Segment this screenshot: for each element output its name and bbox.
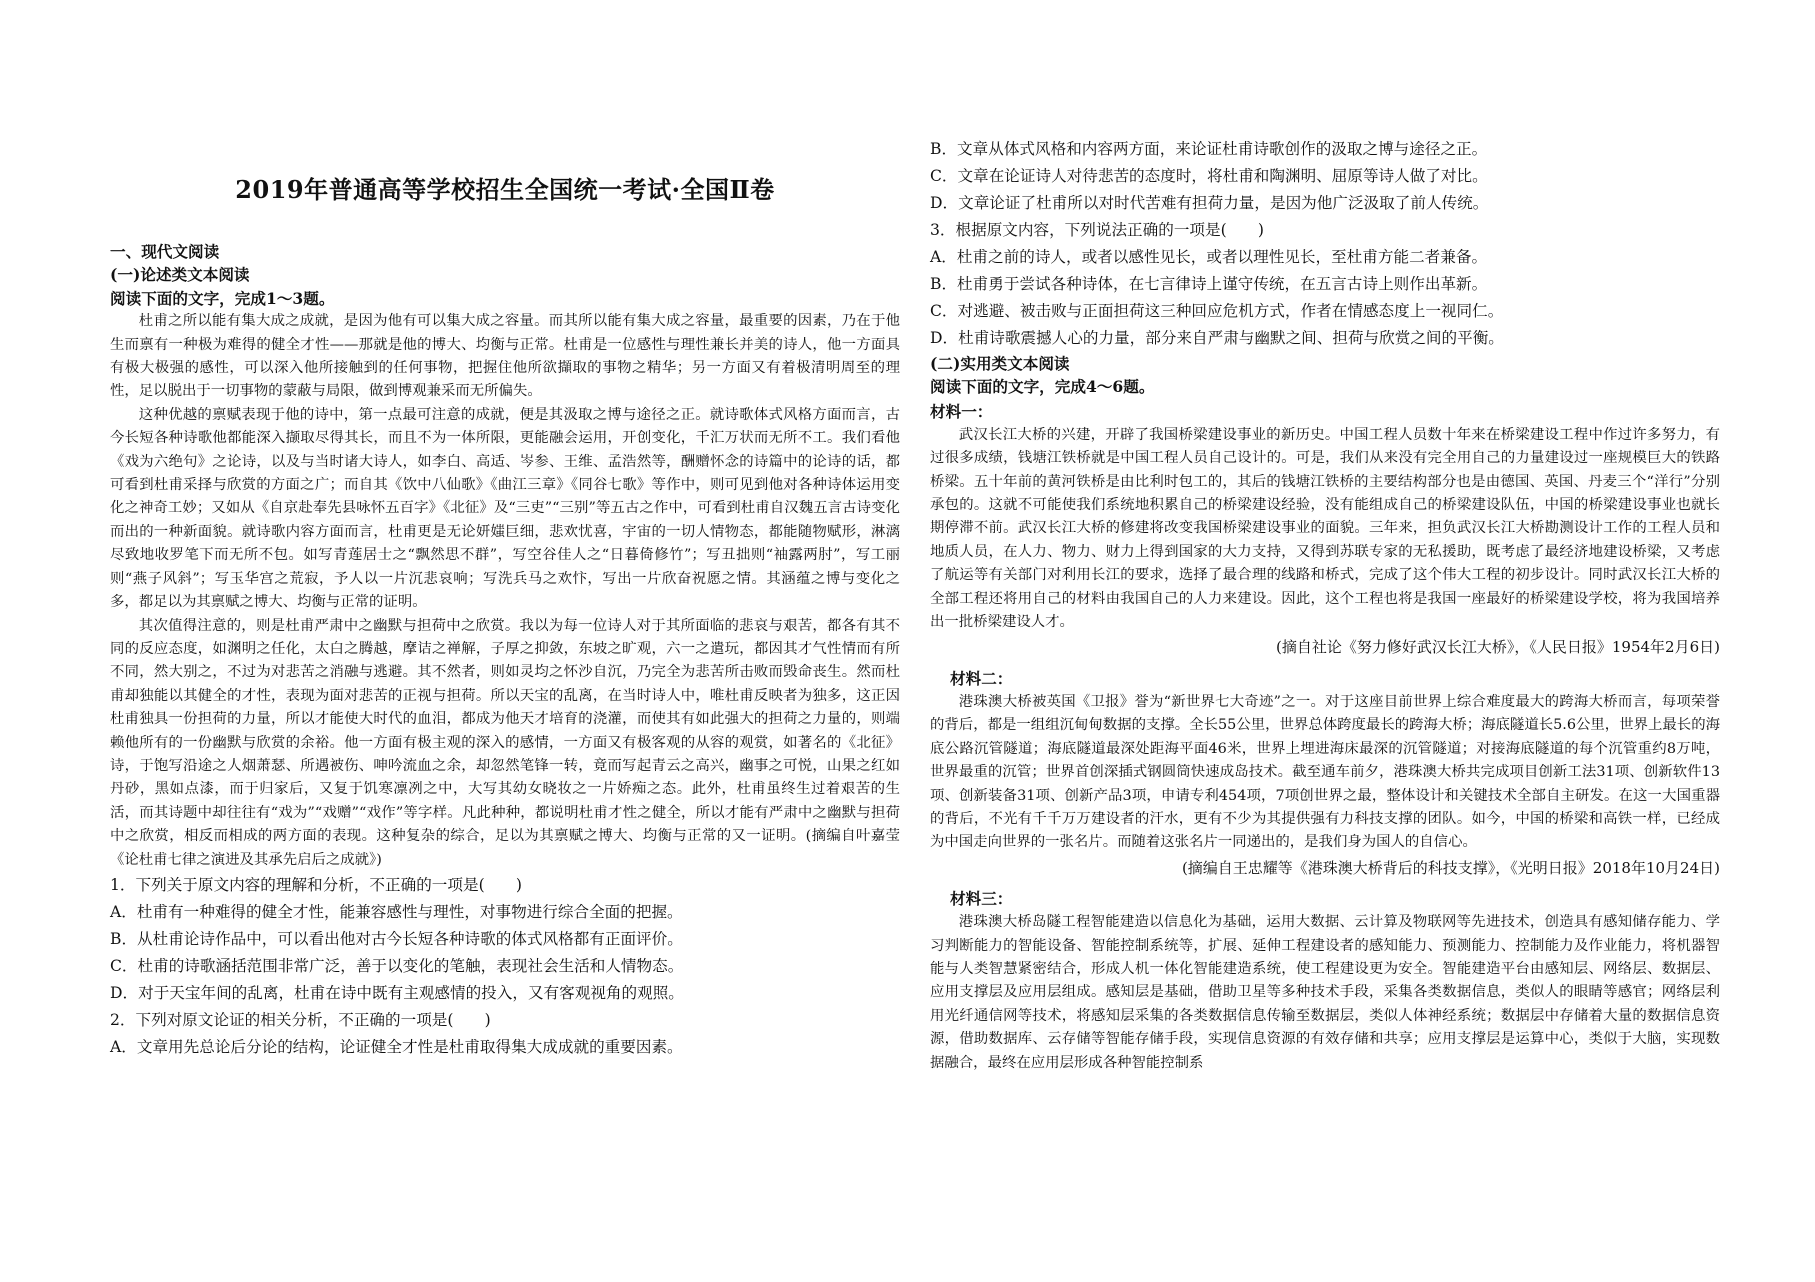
option: C．文章在论证诗人对待悲苦的态度时，将杜甫和陶渊明、屈原等诗人做了对比。 <box>930 167 1488 185</box>
material-source: (摘编自王忠耀等《港珠澳大桥背后的科技支撑》，《光明日报》2018年10月24日) <box>1181 858 1720 877</box>
option: C．对逃避、被击败与正面担荷这三种回应危机方式，作者在情感态度上一视同仁。 <box>930 302 1504 320</box>
exam-title: 2019年普通高等学校招生全国统一考试·全国Ⅱ卷 <box>235 175 775 204</box>
material-text: 港珠澳大桥岛隧工程智能建造以信息化为基础，运用大数据、云计算及物联网等先进技术，创造具有感知储存能力、学习判断能力的智能设备、智能控制系统等，扩展、延伸工程建设者的感知能力、预测能力、控制能力及作业能力，将机器智能与人类智慧紧密结合，形成人机一体化智能建造系统，使工程建设更为安全。智能建造平台由感知层、网络层、数据层、应用支撑层及应用层组成。感知层是基础，借助卫星等多种技术手段，采集各类数据信息，类似人的眼睛等感官；网络层利用光纤通信网等技术，将感知层采集的各类数据信息传输至数据层，类似人体神经系统；数据层中存储着大量的数据信息资源，借助数据库、云存储等智能存储手段，实现信息资源的有效存储和共享；应用支撑层是运算中心，类似于大脑，实现数据融合，最终在应用层形成各种智能控制系 <box>930 914 1720 1071</box>
option: B．从杜甫论诗作品中，可以看出他对古今长短各种诗歌的体式风格都有正面评价。 <box>110 929 683 948</box>
material-label: 材料一： <box>930 401 993 421</box>
instruction: 阅读下面的文字，完成1～3题。 <box>110 288 335 308</box>
option: B．文章从体式风格和内容两方面，来论证杜甫诗歌创作的汲取之博与途径之正。 <box>930 140 1488 158</box>
option: A．杜甫有一种难得的健全才性，能兼容感性与理性，对事物进行综合全面的把握。 <box>110 902 683 921</box>
option: A．杜甫之前的诗人，或者以感性见长，或者以理性见长，至杜甫方能二者兼备。 <box>930 248 1488 266</box>
question-stem: 3．根据原文内容，下列说法正确的一项是( ) <box>930 221 1264 239</box>
option: D．文章论证了杜甫所以对时代苦难有担荷力量，是因为他广泛汲取了前人传统。 <box>930 194 1489 212</box>
option: D．对于天宝年间的乱离，杜甫在诗中既有主观感情的投入，又有客观视角的观照。 <box>110 983 684 1002</box>
subsection-heading: (一)论述类文本阅读 <box>110 265 250 285</box>
section-heading: 一、现代文阅读 <box>110 242 220 261</box>
passage-paragraph: 杜甫之所以能有集大成之成就，是因为他有可以集大成之容量。而其所以能有集大成之容量，最重要的因素，乃在于他生而禀有一种极为难得的健全才性——那就是他的博大、均衡与正常。杜甫是一位感性与理性兼长并美的诗人，他一方面具有极大极强的感性，可以深入他所接触到的任何事物，把握住他所欲擷取的事物之精华；另一方面又有着极清明周至的理性，足以脱出于一切事物的蒙蔽与局限，做到博观兼采而无所偏失。 <box>110 313 900 400</box>
instruction: 阅读下面的文字，完成4～6题。 <box>930 377 1155 397</box>
option: B．杜甫勇于尝试各种诗体，在七言律诗上谨守传统，在五言古诗上则作出革新。 <box>930 275 1488 293</box>
passage-paragraph: 这种优越的禀赋表现于他的诗中，第一点最可注意的成就，便是其汲取之博与途径之正。就诗歌体式风格方面而言，古今长短各种诗歌他都能深入撷取尽得其长，而且不为一体所限，更能融会运用，开创变化，千汇万状而无所不工。我们看他《戏为六绝句》之论诗，以及与当时诸大诗人，如李白、高适、岑参、王维、孟浩然等，酬赠怀念的诗篇中的论诗的话，都可看到杜甫采择与欣赏的方面之广；而自其《饮中八仙歌》《曲江三章》《同谷七歌》等作中，则可见到他对各种诗体运用变化之神奇工妙；又如从《自京赴奉先县咏怀五百字》《北征》及“三吏”“三别”等五古之作中，可看到杜甫自汉魏五言古诗变化而出的一种新面貌。就诗歌内容方面而言，杜甫更是无论妍媸巨细，悲欢忧喜，宇宙的一切人情物态，都能随物赋形，淋漓尽致地收罗笔下而无所不包。如写青莲居士之“飘然思不群”，写空谷佳人之“日暮倚修竹”；写丑拙则“袖露两肘”，写工丽则“燕子风斜”；写玉华宫之荒寂，予人以一片沉悲哀响；写洗兵马之欢忭，写出一片欣奋祝愿之情。其涵蕴之博与变化之多，都足以为其禀赋之博大、均衡与正常的证明。 <box>110 406 900 611</box>
option: C．杜甫的诗歌涵括范围非常广泛，善于以变化的笔触，表现社会生活和人情物态。 <box>110 956 684 975</box>
question-stem: 2．下列对原文论证的相关分析，不正确的一项是( ) <box>110 1010 491 1029</box>
material-text: 武汉长江大桥的兴建，开辟了我国桥梁建设事业的新历史。中国工程人员数十年来在桥梁建设工程中作过许多努力，有过很多成绩，钱塘江铁桥就是中国工程人员自己设计的。可是，我们从来没有完全用自己的力量建设过一座规模巨大的铁路桥梁。五十年前的黄河铁桥是由比利时包工的，其后的钱塘江铁桥的主要结构部分也是由德国、英国、丹麦三个“洋行”分别承包的。这就不可能使我们系统地积累自己的桥梁建设经验，没有能组成自己的桥梁建设队伍，中国的桥梁建设事业也就长期停滞不前。武汉长江大桥的修建将改变我国桥梁建设事业的面貌。三年来，担负武汉长江大桥勘测设计工作的工程人员和地质人员，在人力、物力、财力上得到国家的大力支持，又得到苏联专家的无私援助，既考虑了最经济地建设桥梁，又考虑了航运等有关部门对利用长江的要求，选择了最合理的线路和桥式，完成了这个伟大工程的初步设计。同时武汉长江大桥的全部工程还将用自己的材料由我国自己的人力来建设。因此，这个工程也将是我国一座最好的桥梁建设学校，将为我国培养出一批桥梁建设人才。 <box>930 426 1720 631</box>
passage-paragraph: 其次值得注意的，则是杜甫严肃中之幽默与担荷中之欣赏。我以为每一位诗人对于其所面临的悲哀与艰苦，都各有其不同的反应态度，如渊明之任化，太白之腾越，摩诘之禅解，子厚之抑敛，东坡之旷观，六一之遣玩，都因其才气性情而有所不同，然大别之，不过为对悲苦之消融与逃避。其不然者，则如灵均之怀沙自沉，乃完全为悲苦所击败而毁命丧生。然而杜甫却独能以其健全的才性，表现为面对悲苦的正视与担荷。所以天宝的乱离，在当时诗人中，唯杜甫反映者为独多，这正因杜甫独具一份担荷的力量，所以才能使大时代的血泪，都成为他天才培育的浇灌，而使其有如此强大的担荷之力量的，则端赖他所有的一份幽默与欣赏的余裕。他一方面有极主观的深入的感情，一方面又有极客观的从容的观赏，如著名的《北征》诗，于饱写沿途之人烟萧瑟、所遇被伤、呻吟流血之余，却忽然笔锋一转，竟而写起青云之高兴，幽事之可悦，山果之红如丹砂，黑如点漆，而于归家后，又复于饥寒凛冽之中，大写其幼女晓妆之一片娇痴之态。此外，杜甫虽终生过着艰苦的生活，而其诗题中却往往有“戏为”“戏赠”“戏作”等字样。凡此种种，都说明杜甫才性之健全，所以才能有严肃中之幽默与担荷中之欣赏，相反而相成的两方面的表现。这种复杂的综合，足以为其禀赋之博大、均衡与正常的又一证明。(摘编自叶嘉莹《论杜甫七律之演进及其承先启后之成就》) <box>110 617 900 868</box>
material-source: (摘自社论《努力修好武汉长江大桥》，《人民日报》1954年2月6日) <box>1276 638 1720 657</box>
material-label: 材料二： <box>950 668 1013 688</box>
material-text: 港珠澳大桥被英国《卫报》誉为“新世界七大奇迹”之一。对于这座目前世界上综合难度最大的跨海大桥而言，每项荣誉的背后，都是一组组沉甸甸数据的支撑。全长55公里，世界总体跨度最长的跨海大桥；海底隧道长5.6公里，世界上最长的海底公路沉管隧道；海底隧道最深处距海平面46米，世界上埋进海床最深的沉管隧道；对接海底隧道的每个沉管重约8万吨，世界最重的沉管；世界首创深插式钢圆筒快速成岛技术。截至通车前夕，港珠澳大桥共完成项目创新工法31项、创新软件13项、创新装备31项、创新产品3项，申请专利454项，7项创世界之最，整体设计和关键技术全部自主研发。在这一大国重器的背后，不光有千千万万建设者的汗水，更有不少为其提供强有力科技支撑的团队。如今，中国的桥梁和高铁一样，已经成为中国走向世界的一张名片。而随着这张名片一同递出的，是我们身为国人的自信心。 <box>930 693 1720 851</box>
option: A．文章用先总论后分论的结构，论证健全才性是杜甫取得集大成成就的重要因素。 <box>110 1037 683 1056</box>
option: D．杜甫诗歌震撼人心的力量，部分来自严肃与幽默之间、担荷与欣赏之间的平衡。 <box>930 329 1504 347</box>
question-stem: 1．下列关于原文内容的理解和分析，不正确的一项是( ) <box>110 875 522 894</box>
material-label: 材料三： <box>950 889 1013 909</box>
subsection-heading: (二)实用类文本阅读 <box>930 354 1070 373</box>
